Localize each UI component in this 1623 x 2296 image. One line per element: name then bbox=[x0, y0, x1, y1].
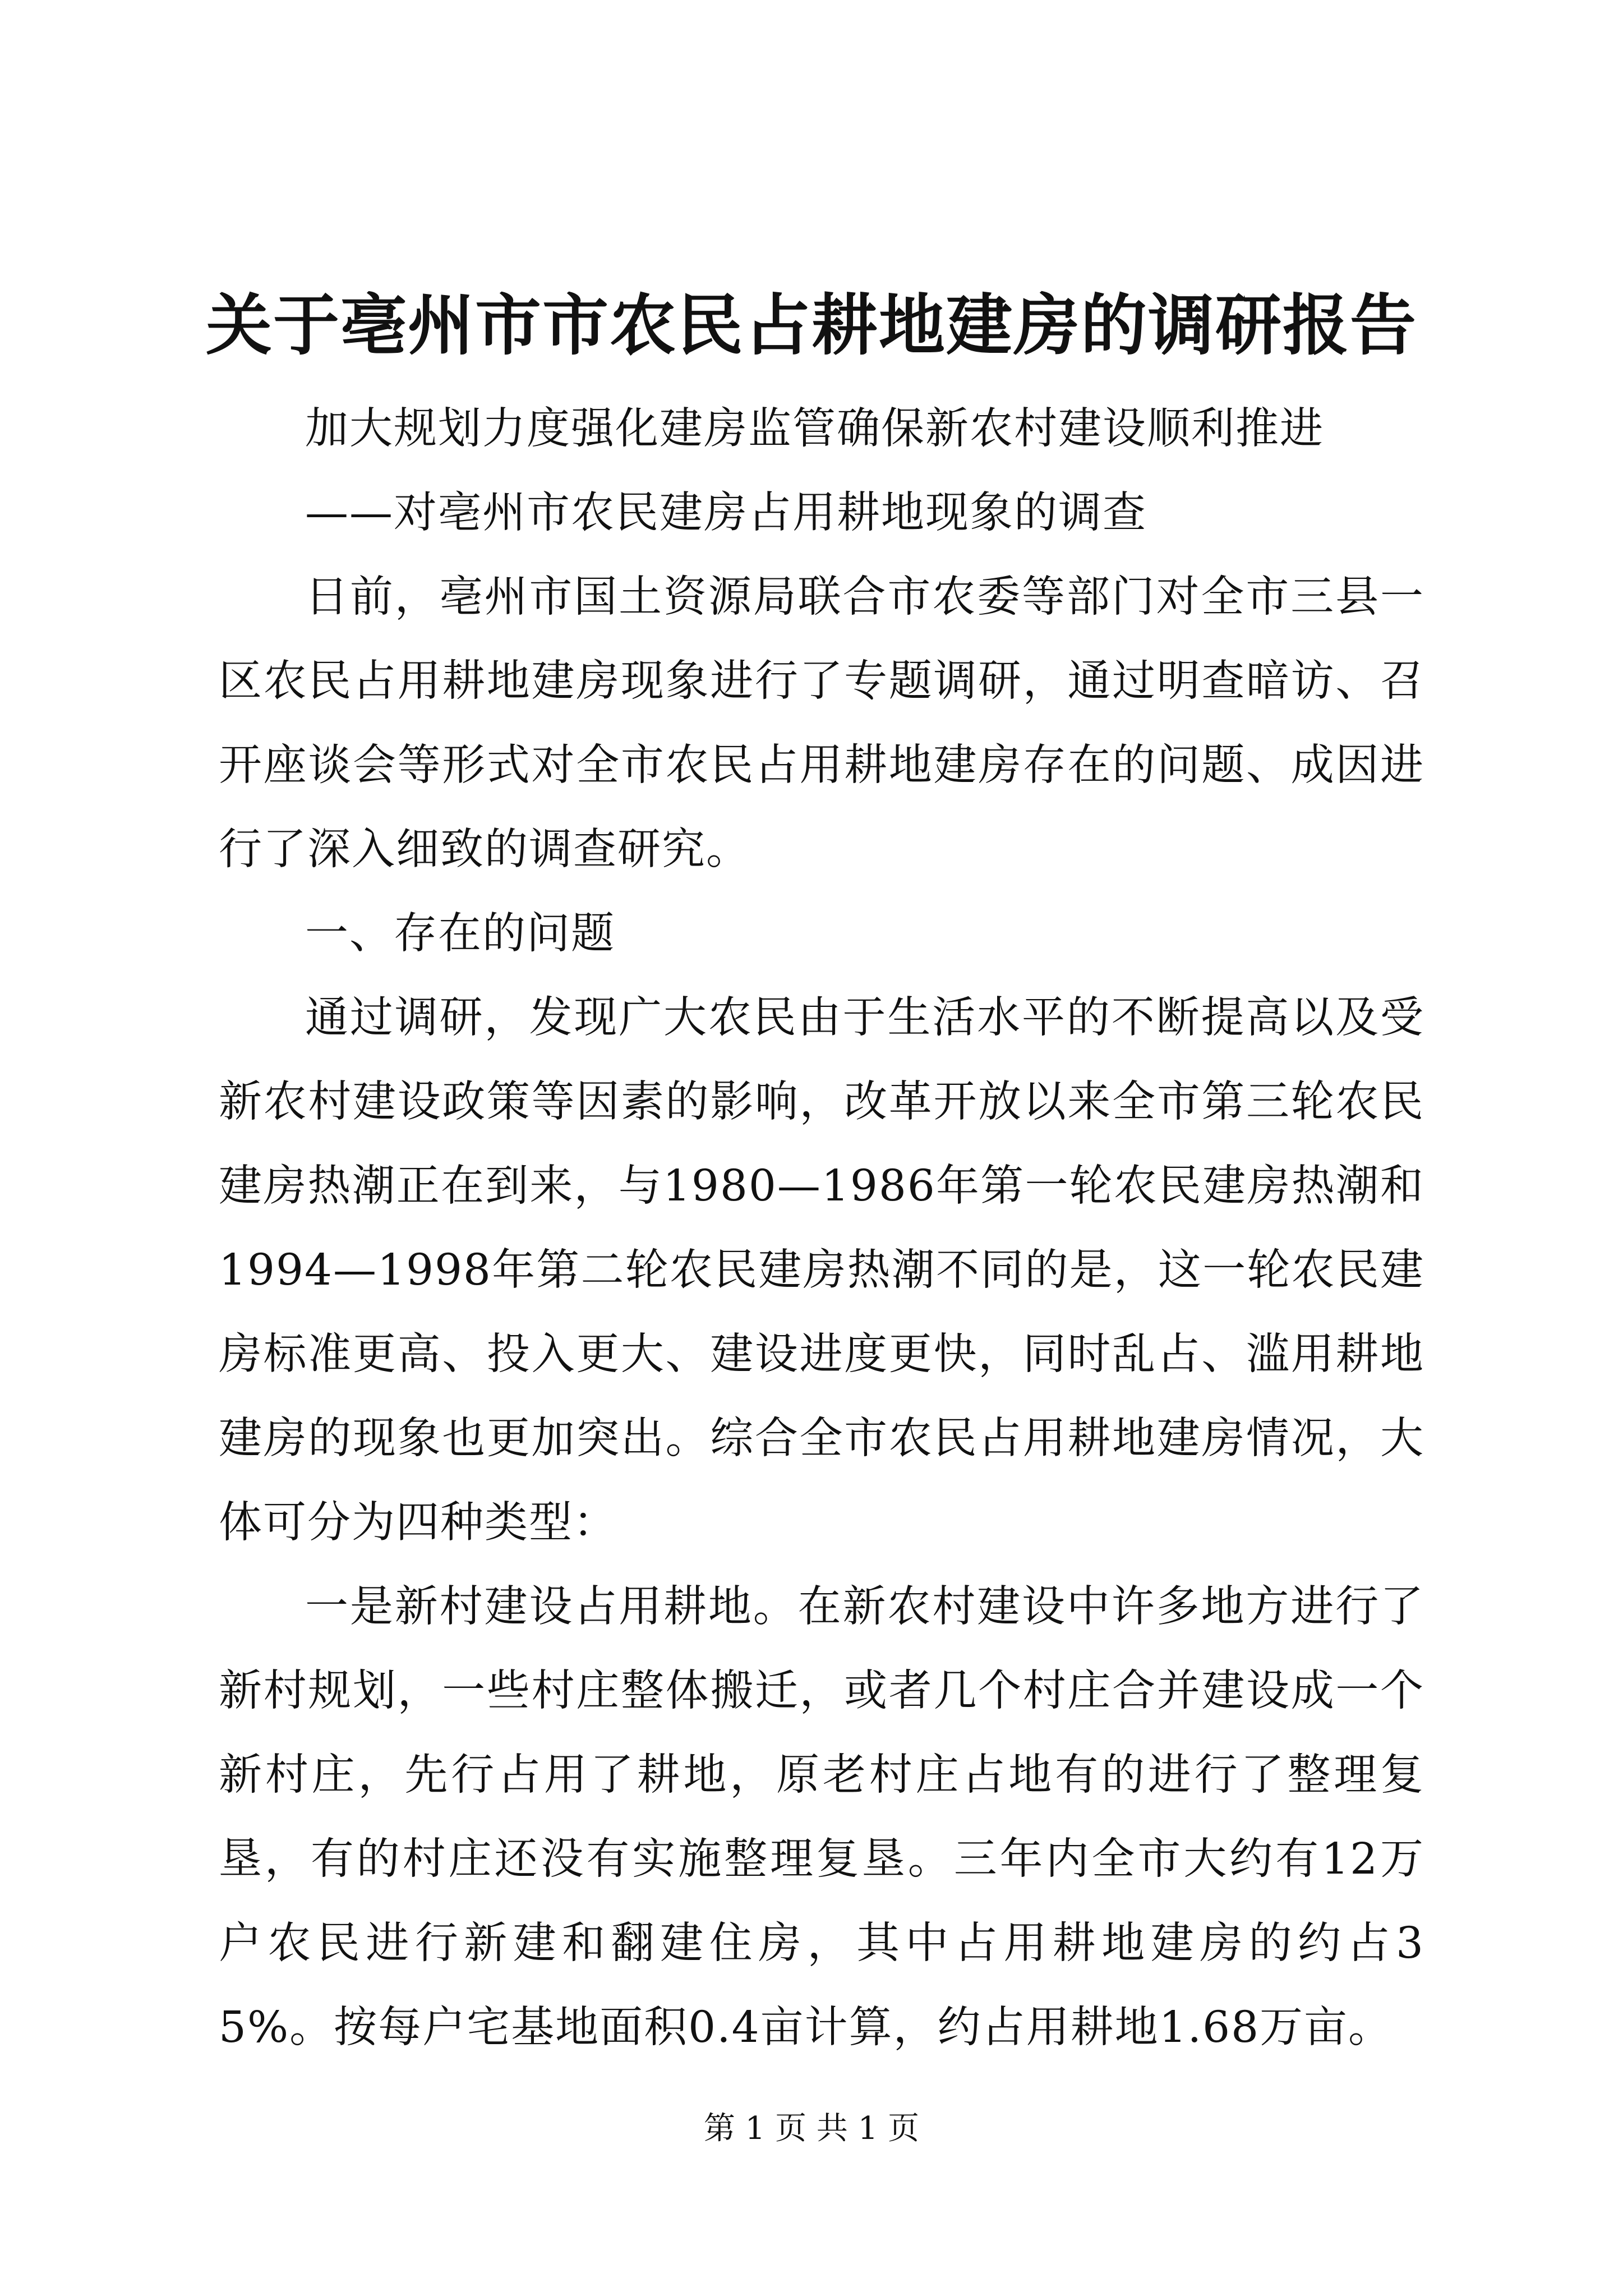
document-title: 关于亳州市市农民占耕地建房的调研报告 bbox=[205, 286, 1417, 364]
document-body bbox=[219, 387, 1424, 2070]
document-subtitle: 加大规划力度强化建房监管确保新农村建设顺利推进 bbox=[305, 404, 1324, 454]
page-number-footer: 第 1 页 共 1 页 bbox=[703, 2110, 920, 2147]
paragraph-type-one: 一是新村建设占用耕地。在新农村建设中许多地方进行了新村规划，一些村庄整体搬迁，或者几个村庄合并建设成一个新村庄，先行占用了耕地，原老村庄占地有的进行了整理复垦，有的村庄还没有实施整理复垦。三年内全市大约有12万户农民进行新建和翻建住房，其中占用耕地建房的约占35%。按每户宅基地面积0.4亩计算，约占用耕地1.68万亩。 bbox=[219, 1582, 1424, 2053]
section-heading-problems: 一、存在的问题 bbox=[305, 909, 615, 959]
document-subheading: ——对亳州市农民建房占用耕地现象的调查 bbox=[305, 488, 1147, 538]
paragraph-intro: 日前，亳州市国土资源局联合市农委等部门对全市三县一区农民占用耕地建房现象进行了专题调研，通过明查暗访、召开座谈会等形式对全市农民占用耕地建房存在的问题、成因进行了深入细致的调查研究。 bbox=[219, 572, 1424, 875]
paragraph-findings: 通过调研，发现广大农民由于生活水平的不断提高以及受新农村建设政策等因素的影响，改革开放以来全市第三轮农民建房热潮正在到来，与1980—1986年第一轮农民建房热潮和1994—1998年第二轮农民建房热潮不同的是，这一轮农民建房标准更高、投入更大、建设进度更快，同时乱占、滥用耕地建房的现象也更加突出。综合全市农民占用耕地建房情况，大体可分为四种类型： bbox=[219, 993, 1424, 1548]
